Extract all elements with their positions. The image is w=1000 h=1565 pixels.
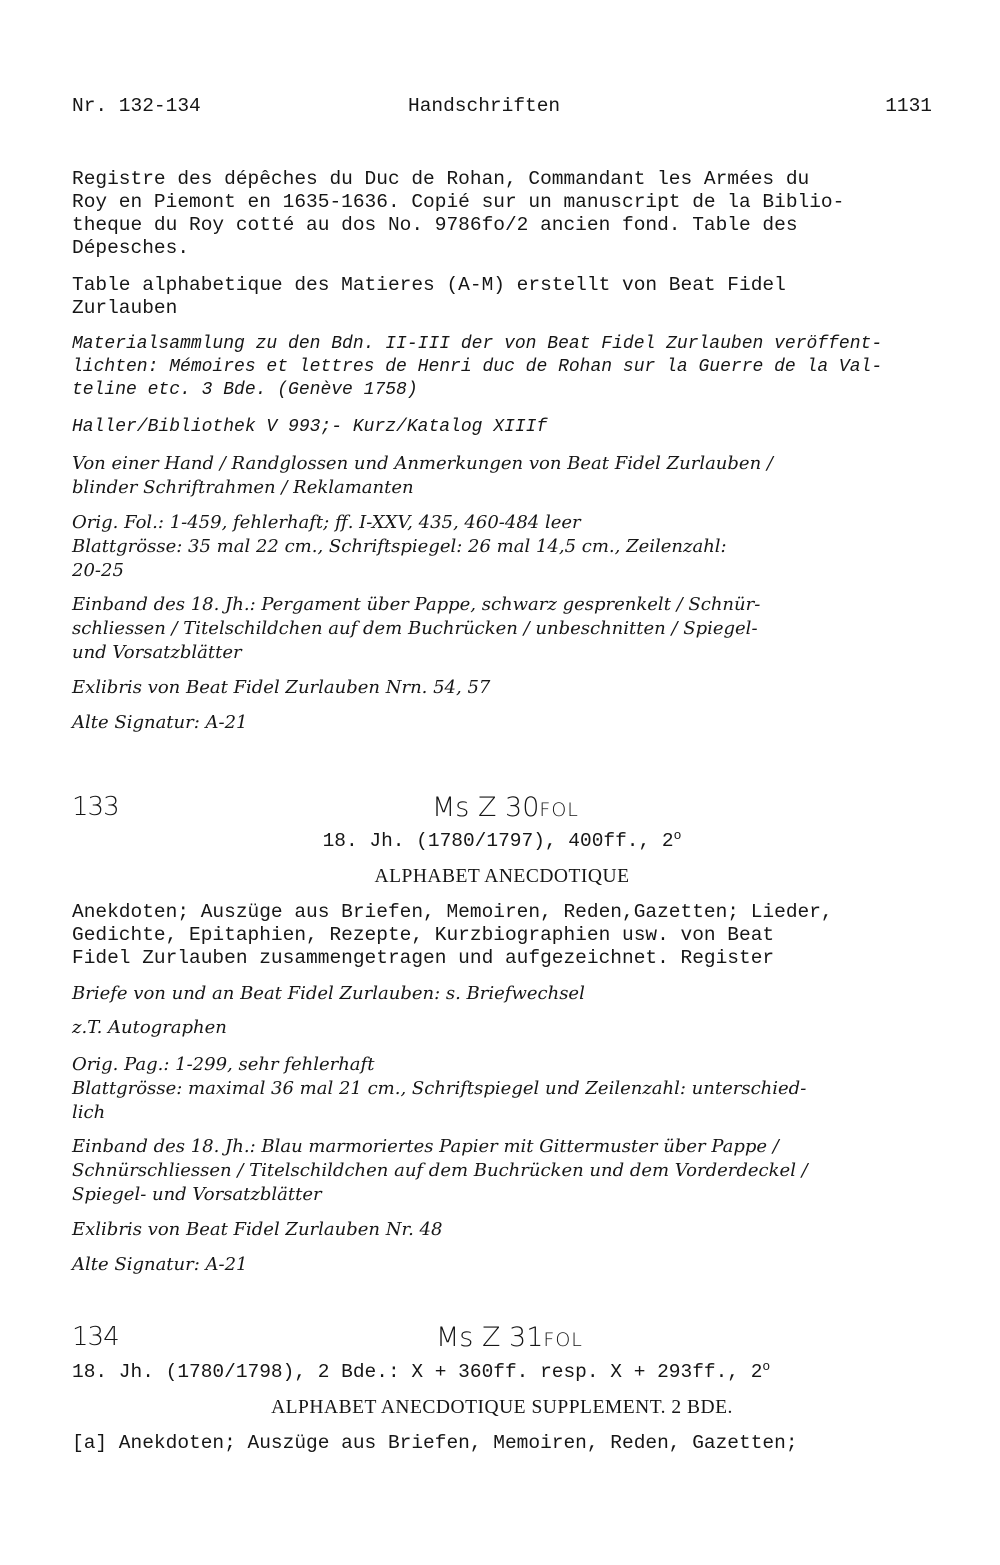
entry-132-literature <box>72 416 962 439</box>
entry-133-description <box>72 901 962 970</box>
text-line: Alte Signatur: A-21 <box>72 712 248 733</box>
text-line: Blattgrösse: 35 mal 22 cm., Schriftspiegel: 26 mal 14,5 cm., Zeilenzahl: <box>72 536 727 557</box>
text-line: Einband des 18. Jh.: Blau marmoriertes Papier mit Gittermuster über Pappe / <box>72 1136 779 1157</box>
running-header <box>72 95 932 119</box>
entry-132-binding <box>72 593 962 665</box>
text-line: und Vorsatzblätter <box>72 642 242 663</box>
text-line: z.T. Autographen <box>72 1017 227 1038</box>
text-line: Haller/Bibliothek V 993;- Kurz/Katalog XIIIf <box>72 417 548 437</box>
text-line: theque du Roy cotté au dos No. 9786fo/2 ancien fond. Table des <box>72 214 798 236</box>
format-degree: o <box>762 1359 771 1374</box>
text-line: Exlibris von Beat Fidel Zurlauben Nrn. 54, 57 <box>72 677 491 698</box>
header-title: Handschriften <box>408 95 561 117</box>
entry-133-dating <box>72 830 932 853</box>
text-line: 20-25 <box>72 560 124 581</box>
entry-number: 133 <box>72 792 119 822</box>
text-line: Spiegel- und Vorsatzblätter <box>72 1184 322 1205</box>
text-line: lich <box>72 1102 106 1123</box>
text-line: Table alphabetique des Matieres (A-M) erstellt von Beat Fidel <box>72 274 786 296</box>
text-line: Roy en Piemont en 1635-1636. Copié sur un manuscript de la Biblio- <box>72 191 845 213</box>
text-line: Briefe von und an Beat Fidel Zurlauben: s. Briefwechsel <box>72 983 585 1004</box>
text-line: Einband des 18. Jh.: Pergament über Pappe, schwarz gesprenkelt / Schnür- <box>72 594 761 615</box>
text-line: schliessen / Titelschildchen auf dem Buchrücken / unbeschnitten / Spiegel- <box>72 618 758 639</box>
text-line: [a] Anekdoten; Auszüge aus Briefen, Memoiren, Reden, Gazetten; <box>72 1432 798 1454</box>
entry-132-foliation <box>72 511 962 583</box>
text-line: Blattgrösse: maximal 36 mal 21 cm., Schriftspiegel und Zeilenzahl: unterschied- <box>72 1078 807 1099</box>
shelfmark-format: FOL <box>543 1329 583 1351</box>
entry-132-table-note <box>72 274 962 320</box>
text-line: Alte Signatur: A-21 <box>72 1254 248 1275</box>
entry-133-old-signature <box>72 1253 962 1277</box>
text-line: Anekdoten; Auszüge aus Briefen, Memoiren, Reden,Gazetten; Lieder, <box>72 901 833 923</box>
dating-text: 18. Jh. (1780/1797), 400ff., 2 <box>322 830 674 852</box>
text-line: teline etc. 3 Bde. (Genève 1758) <box>72 380 418 400</box>
text-line: Orig. Pag.: 1-299, sehr fehlerhaft <box>72 1054 375 1075</box>
entry-134-description <box>72 1432 962 1455</box>
dating-text: 18. Jh. (1780/1798), 2 Bde.: X + 360ff. resp. X + 293ff., 2 <box>72 1361 763 1383</box>
text-line: Gedichte, Epitaphien, Rezepte, Kurzbiographien usw. von Beat <box>72 924 775 946</box>
text-line: Materialsammlung zu den Bdn. II-III der von Beat Fidel Zurlauben veröffent- <box>72 334 883 354</box>
page-number: 1131 <box>885 95 932 117</box>
shelfmark-main: Ms Z 31 <box>436 1322 544 1353</box>
entry-132-hands <box>72 452 962 500</box>
text-line: Schnürschliessen / Titelschildchen auf dem Buchrücken und dem Vorderdeckel / <box>72 1160 808 1181</box>
text-line: Orig. Fol.: 1-459, fehlerhaft; ff. I-XXV, 435, 460-484 leer <box>72 512 581 533</box>
entry-133-binding <box>72 1135 962 1207</box>
shelfmark <box>436 1322 583 1353</box>
entry-133-title: ALPHABET ANECDOTIQUE <box>374 866 630 887</box>
entry-133-exlibris <box>72 1218 962 1242</box>
text-line: Fidel Zurlauben zusammengetragen und aufgezeichnet. Register <box>72 947 775 969</box>
text-line: lichten: Mémoires et lettres de Henri duc de Rohan sur la Guerre de la Val- <box>72 357 883 377</box>
entry-number: 134 <box>72 1322 119 1352</box>
text-line: Exlibris von Beat Fidel Zurlauben Nr. 48 <box>72 1219 443 1240</box>
entry-132-materials <box>72 333 962 402</box>
text-line: Zurlauben <box>72 297 178 319</box>
text-line: Registre des dépêches du Duc de Rohan, Commandant les Armées du <box>72 168 810 190</box>
entry-132-old-signature <box>72 711 962 735</box>
text-line: Von einer Hand / Randglossen und Anmerkungen von Beat Fidel Zurlauben / <box>72 453 773 474</box>
entry-133-letters <box>72 982 962 1006</box>
shelfmark-format: FOL <box>539 799 579 821</box>
format-degree: o <box>673 828 682 843</box>
shelfmark-main: Ms Z 30 <box>432 792 540 823</box>
entry-133-pagination <box>72 1053 962 1125</box>
entry-132-exlibris <box>72 676 962 700</box>
entry-132-description <box>72 168 962 260</box>
text-line: Dépesches. <box>72 237 190 259</box>
entry-134-title: ALPHABET ANECDOTIQUE SUPPLEMENT. 2 BDE. <box>271 1397 733 1418</box>
entry-133-autographs <box>72 1016 962 1040</box>
entry-134-dating <box>72 1361 962 1384</box>
shelfmark <box>432 792 579 823</box>
header-range: Nr. 132-134 <box>72 95 201 117</box>
text-line: blinder Schriftrahmen / Reklamanten <box>72 477 414 498</box>
